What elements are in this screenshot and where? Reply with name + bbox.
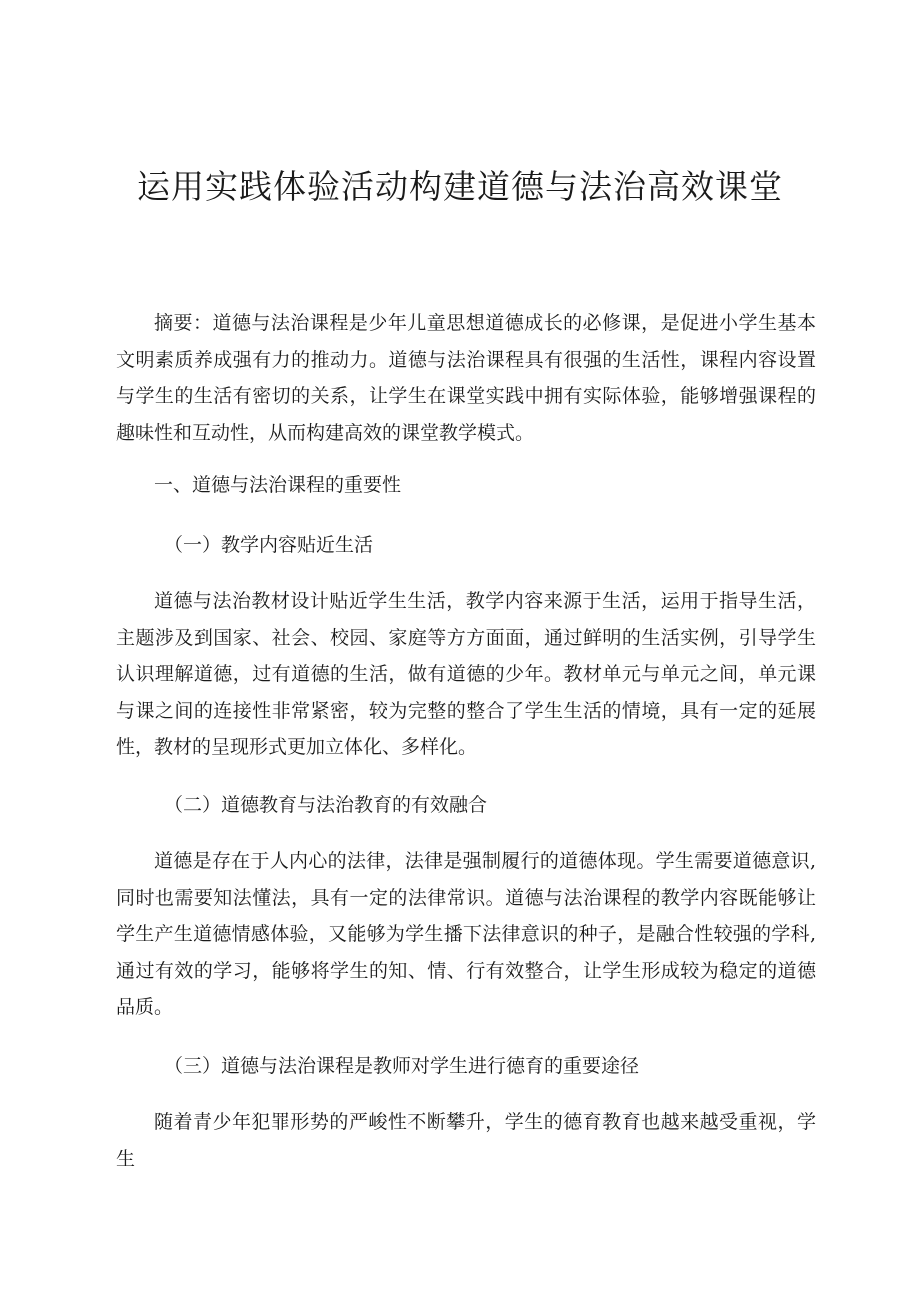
subsection-body-3: 随着青少年犯罪形势的严峻性不断攀升，学生的德育教育也越来越受重视，学生 — [116, 1111, 816, 1170]
document-title: 运用实践体验活动构建道德与法治高效课堂 — [137, 167, 783, 206]
subsection-body-1: 道德与法治教材设计贴近学生生活，教学内容来源于生活，运用于指导生活，主题涉及到国家、社会、校园、家庭等方方面面，通过鲜明的生活实例，引导学生认识理解道德，过有道德的生活，做有道德的少年。教材单元与单元之间，单元课与课之间的连接性非常紧密，较为完整的整合了学生生活的情境，具有一定的延展性，教材的呈现形式更加立体化、多样化。 — [116, 590, 816, 758]
subsection-body-2: 道德是存在于人内心的法律，法律是强制履行的道德体现。学生需要道德意识,同时也需要知法懂法，具有一定的法律常识。道德与法治课程的教学内容既能够让学生产生道德情感体验，又能够为学生播下法律意识的种子，是融合性较强的学科,通过有效的学习，能够将学生的知、情、行有效整合，让学生形成较为稳定的道德品质。 — [116, 850, 816, 1018]
subsection-heading-2: （二）道德教育与法治教育的有效融合 — [164, 794, 488, 816]
section-heading-1: 一、道德与法治课程的重要性 — [154, 474, 402, 496]
subsection-heading-3: （三）道德与法治课程是教师对学生进行德育的重要途径 — [164, 1055, 640, 1077]
abstract-paragraph: 摘要：道德与法治课程是少年儿童思想道德成长的必修课，是促进小学生基本文明素质养成强有力的推动力。道德与法治课程具有很强的生活性，课程内容设置与学生的生活有密切的关系，让学生在课堂实践中拥有实际体验，能够增强课程的趣味性和互动性，从而构建高效的课堂教学模式。 — [116, 312, 816, 444]
subsection-heading-1: （一）教学内容贴近生活 — [164, 534, 374, 556]
